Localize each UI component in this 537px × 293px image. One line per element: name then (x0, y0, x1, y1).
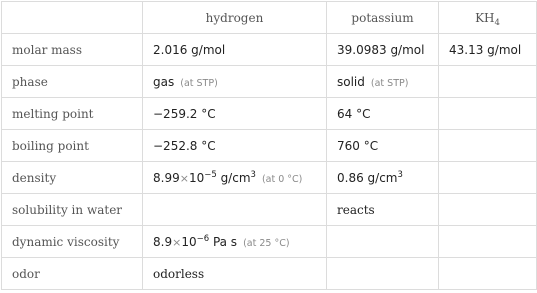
hydrogen-density-times: × (179, 171, 189, 185)
hydrogen-density-unit: g/cm (216, 170, 251, 185)
hydrogen-viscosity-exponent: −6 (196, 233, 210, 244)
cell-kh4-phase (439, 66, 537, 98)
hydrogen-density-unit-exponent: 3 (250, 169, 256, 180)
hydrogen-density-condition: (at 0 °C) (261, 173, 303, 185)
header-kh4 (439, 2, 537, 34)
row-label-boiling-point: boiling point (2, 130, 143, 162)
hydrogen-density-mantissa: 8.99 (153, 170, 180, 185)
header-kh4-subscript: 4 (494, 17, 500, 28)
cell-potassium-solubility: reacts (327, 194, 439, 226)
cell-potassium-viscosity (327, 226, 439, 258)
cell-hydrogen-phase (143, 66, 327, 98)
cell-hydrogen-molar-mass: 2.016 g/mol (143, 34, 327, 66)
hydrogen-density-exponent: −5 (204, 169, 217, 180)
hydrogen-viscosity-base: 10 (181, 234, 197, 249)
properties-table (1, 1, 537, 290)
row-label-phase: phase (2, 66, 143, 98)
table-row (2, 130, 537, 162)
table-row (2, 66, 537, 98)
hydrogen-density-base: 10 (188, 170, 205, 185)
row-label-viscosity: dynamic viscosity (2, 226, 143, 258)
row-label-odor: odor (2, 258, 143, 290)
table-row (2, 98, 537, 130)
cell-hydrogen-melting-point: −259.2 °C (143, 98, 327, 130)
header-potassium: potassium (327, 2, 439, 34)
cell-kh4-molar-mass: 43.13 g/mol (439, 34, 537, 66)
cell-hydrogen-density (143, 162, 327, 194)
header-kh4-formula: KH (475, 10, 495, 25)
cell-potassium-boiling-point: 760 °C (327, 130, 439, 162)
row-label-solubility: solubility in water (2, 194, 143, 226)
potassium-density-value: 0.86 g/cm (337, 170, 398, 185)
row-label-melting-point: melting point (2, 98, 143, 130)
table-row (2, 226, 537, 258)
table-row (2, 194, 537, 226)
cell-potassium-odor (327, 258, 439, 290)
cell-kh4-boiling-point (439, 130, 537, 162)
header-empty-cell (2, 2, 143, 34)
hydrogen-viscosity-times: × (172, 235, 182, 249)
cell-kh4-solubility (439, 194, 537, 226)
cell-potassium-melting-point: 64 °C (327, 98, 439, 130)
row-label-molar-mass: molar mass (2, 34, 143, 66)
row-label-density: density (2, 162, 143, 194)
cell-hydrogen-odor: odorless (143, 258, 327, 290)
hydrogen-viscosity-condition: (at 25 °C) (243, 237, 290, 249)
hydrogen-viscosity-unit: Pa s (209, 234, 238, 249)
header-row (2, 2, 537, 34)
cell-kh4-viscosity (439, 226, 537, 258)
header-hydrogen: hydrogen (143, 2, 327, 34)
cell-kh4-melting-point (439, 98, 537, 130)
cell-kh4-odor (439, 258, 537, 290)
table-row (2, 162, 537, 194)
hydrogen-phase-condition: (at STP) (180, 77, 218, 89)
potassium-density-unit-exponent: 3 (397, 169, 403, 180)
cell-hydrogen-viscosity (143, 226, 327, 258)
cell-potassium-phase (327, 66, 439, 98)
table-row (2, 258, 537, 290)
cell-hydrogen-boiling-point: −252.8 °C (143, 130, 327, 162)
cell-potassium-molar-mass: 39.0983 g/mol (327, 34, 439, 66)
table-row (2, 34, 537, 66)
potassium-phase-value: solid (337, 74, 365, 89)
potassium-phase-condition: (at STP) (370, 77, 409, 89)
hydrogen-viscosity-mantissa: 8.9 (153, 234, 173, 249)
hydrogen-phase-value: gas (153, 74, 175, 89)
cell-hydrogen-solubility (143, 194, 327, 226)
cell-kh4-density (439, 162, 537, 194)
cell-potassium-density (327, 162, 439, 194)
